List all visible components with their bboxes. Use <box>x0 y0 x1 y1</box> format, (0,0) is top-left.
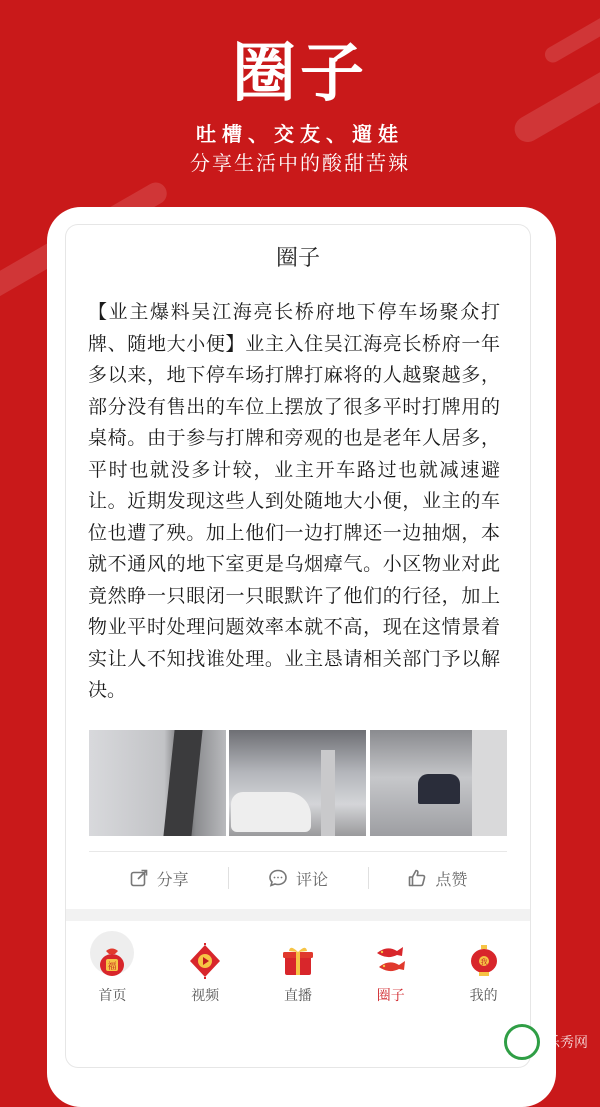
post-text[interactable]: 【业主爆料吴江海亮长桥府地下停车场聚众打牌、随地大小便】业主入住吴江海亮长桥府一年多以来，地下停车场打牌打麻将的人越聚越多，部分没有售出的车位上摆放了很多平时打牌用的桌椅。由于参与打牌和旁观的也是老年人居多，平时也就没多计较，业主开车路过也就减速避让。近期发现这些人到处随地大小便，业主的车位也遭了殃。加上他们一边打牌还一边抽烟，本就不通风的地下室更是乌烟瘴气。小区物业对此竟然睁一只眼闭一只眼默许了他们的行径，加上物业平时处理问题效率本就不高，现在这情景着实让人不知找谁处理。业主恳请相关部门予以解决。 <box>88 301 500 701</box>
post-image-3[interactable] <box>370 730 507 836</box>
post-image-1[interactable] <box>89 730 226 836</box>
watermark-text: 乐秀网 <box>546 1035 588 1051</box>
comment-label: 评论 <box>295 869 328 889</box>
share-button[interactable] <box>89 862 228 894</box>
tab-label: 首页 <box>98 988 127 1004</box>
comment-button[interactable] <box>228 862 367 894</box>
tab-label: 我的 <box>469 988 498 1004</box>
tab-label: 直播 <box>283 988 312 1004</box>
watermark <box>504 1024 588 1060</box>
app-screen <box>66 225 530 1067</box>
post-image-2[interactable] <box>229 730 366 836</box>
tab-mine[interactable] <box>437 937 530 1027</box>
tab-label: 视频 <box>191 988 220 1004</box>
like-button[interactable] <box>368 862 507 894</box>
tab-label: 圈子 <box>376 988 405 1004</box>
share-label: 分享 <box>156 869 189 889</box>
tab-home[interactable] <box>66 937 159 1027</box>
video-knot-icon <box>187 943 223 979</box>
gift-box-icon <box>280 943 316 979</box>
action-separator <box>368 867 369 889</box>
tab-live[interactable] <box>252 937 345 1027</box>
divider <box>89 851 507 852</box>
like-label: 点赞 <box>435 869 468 889</box>
tab-video[interactable] <box>159 937 252 1027</box>
feed-gap <box>66 909 530 921</box>
lantern-icon <box>466 943 502 979</box>
post-actions <box>89 862 507 894</box>
page-title: 圈子 <box>275 246 320 271</box>
hero-tagline: 吐槽、交友、遛娃 <box>196 122 404 146</box>
money-bag-icon <box>94 943 130 979</box>
hero-title: 圈子 <box>232 37 368 111</box>
fish-icon <box>373 943 409 979</box>
tab-circle[interactable] <box>344 937 437 1027</box>
hero-subtitle: 分享生活中的酸甜苦辣 <box>190 151 410 175</box>
action-separator <box>228 867 229 889</box>
svg-text:福: 福 <box>107 962 117 972</box>
svg-text:我: 我 <box>480 958 488 966</box>
share-icon <box>129 868 149 888</box>
bottom-tab-bar <box>66 937 530 1027</box>
comment-icon <box>268 868 288 888</box>
watermark-logo-icon <box>504 1024 540 1060</box>
thumbs-up-icon <box>407 868 427 888</box>
